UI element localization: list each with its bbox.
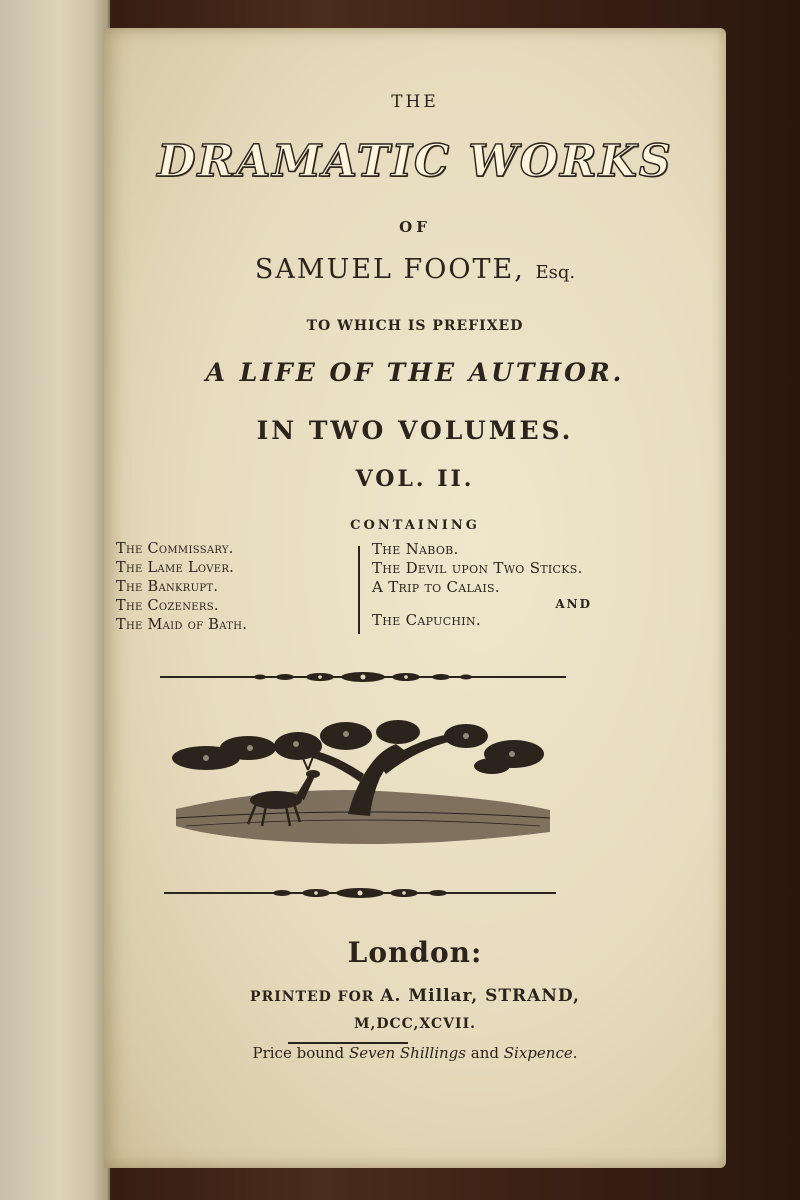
plays-list-right [372, 540, 632, 630]
list-item: The Devil upon Two Sticks. [372, 559, 583, 577]
printed-for: PRINTED FOR [250, 989, 375, 1005]
facing-left-page [0, 0, 110, 1200]
publisher: A. Millar, STRAND, [380, 986, 580, 1006]
plays-divider [358, 546, 360, 634]
author-line [104, 254, 726, 285]
main-title: DRAMATIC WORKS [157, 136, 673, 187]
list-item: The Commissary. [116, 541, 234, 557]
plays-list-left [116, 540, 356, 635]
list-item: The Maid of Bath. [116, 617, 248, 633]
price-and: and [470, 1044, 499, 1062]
list-item: A Trip to Calais. [372, 578, 500, 596]
title-of: OF [399, 218, 431, 236]
imprint-place: London: [347, 936, 483, 969]
volume-number: VOL. II. [355, 466, 475, 492]
prefixed-line: TO WHICH IS PREFIXED [306, 318, 524, 334]
list-item: The Capuchin. [372, 611, 481, 629]
list-item: The Bankrupt. [116, 579, 219, 595]
author-esq: Esq. [535, 262, 576, 283]
list-item: The Nabob. [372, 540, 459, 558]
price-amount: Seven Shillings [348, 1044, 466, 1062]
price-pence: Sixpence. [503, 1044, 578, 1062]
life-of-author: A LIFE OF THE AUTHOR. [205, 358, 625, 387]
imprint-printer [104, 986, 726, 1006]
author-name: SAMUEL FOOTE, [254, 254, 525, 285]
list-item: The Lame Lover. [116, 560, 235, 576]
price-line [104, 1044, 726, 1062]
ornamental-rule-bottom [164, 884, 556, 902]
title-page [104, 28, 726, 1168]
woodcut-tree-deer-illustration [166, 714, 556, 864]
containing-heading: CONTAINING [350, 518, 480, 533]
and-word: AND [555, 597, 592, 611]
imprint-year: M,DCC,XCVII. [353, 1016, 477, 1032]
price-prefix: Price bound [252, 1044, 345, 1062]
ornamental-rule-top [160, 668, 566, 686]
title-the: THE [391, 92, 439, 112]
list-item: The Cozeners. [116, 598, 219, 614]
two-volumes-line: IN TWO VOLUMES. [256, 416, 574, 445]
